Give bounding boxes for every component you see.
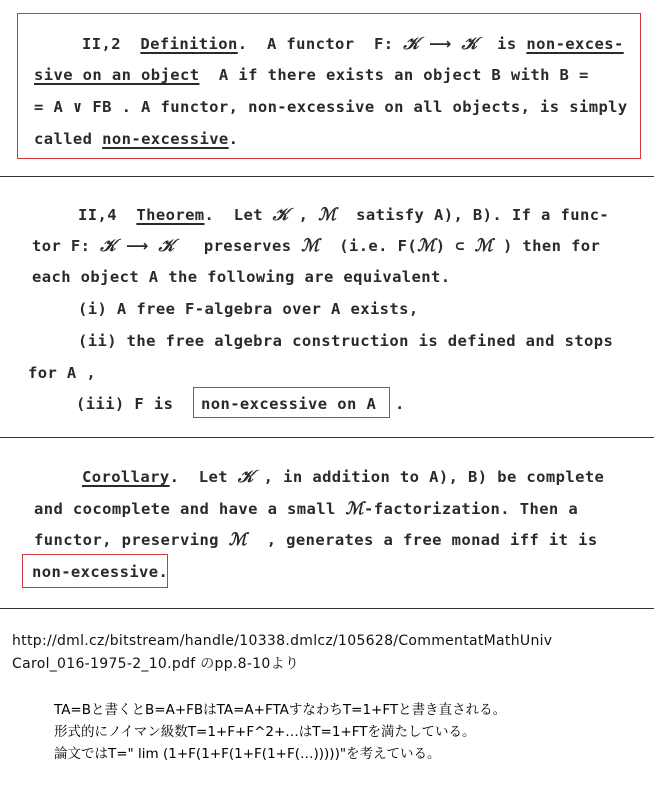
theorem-title: Theorem (136, 206, 205, 224)
category-m-symbol: ℳ (301, 236, 320, 256)
definition-term-part-2: sive on an object (34, 66, 200, 84)
category-k-symbol: 𝒦 (237, 467, 254, 487)
theorem-boxed-term: non-excessive on A (201, 395, 377, 413)
definition-line-3: = A ∨ FB . A functor, non-excessive on all objects, is simply (34, 98, 628, 116)
category-m-symbol: ℳ (474, 236, 494, 256)
category-k-symbol: 𝒦 (158, 236, 175, 256)
theorem-item-i: (i) A free F-algebra over A exists, (78, 300, 419, 318)
corollary-boxed-term: non-excessive. (32, 563, 169, 581)
category-m-symbol: ℳ (318, 205, 337, 225)
category-k-symbol: 𝒦 (272, 205, 289, 225)
definition-term-non-excessive: non-excessive (102, 130, 229, 148)
definition-line-2: sive on an object A if there exists an object B with B = (34, 66, 589, 84)
section-divider (0, 608, 654, 609)
theorem-item-ii-cont: for A , (28, 364, 97, 382)
definition-title: Definition (140, 35, 238, 53)
section-divider (0, 437, 654, 438)
theorem-item-ii: (ii) the free algebra construction is defined and stops (78, 332, 614, 350)
category-m-symbol: ℳ (228, 530, 248, 550)
theorem-line-2: tor F: 𝒦 ⟶ 𝒦 preserves ℳ (i.e. F(ℳ) ⊂ ℳ ) then for (32, 236, 601, 256)
arrow-icon: ⟶ (429, 35, 452, 53)
category-k-symbol: 𝒦 (403, 34, 420, 54)
category-k-symbol: 𝒦 (100, 236, 117, 256)
corollary-line-3: functor, preserving ℳ , generates a free monad iff it is (34, 530, 598, 550)
definition-line-4: called non-excessive. (34, 130, 239, 148)
definition-line-1: II,2 Definition. A functor F: 𝒦 ⟶ 𝒦 is non-exces- (82, 34, 624, 54)
source-url-line-2: Carol_016-1975-2_10.pdf のpp.8-10より (12, 656, 300, 672)
category-m-symbol: ℳ (417, 236, 436, 256)
theorem-line-3: each object A the following are equivalent. (32, 268, 451, 286)
corollary-line-2: and cocomplete and have a small ℳ-factorization. Then a (34, 499, 579, 519)
note-line-3: 論文ではT=" lim (1+F(1+F(1+F(1+F(…)))))"を考えている。 (54, 746, 441, 762)
corollary-title: Corollary (82, 468, 170, 486)
definition-term-part-1: non-exces- (526, 35, 624, 53)
source-url-line-1: http://dml.cz/bitstream/handle/10338.dmlcz/105628/CommentatMathUniv (12, 633, 553, 649)
theorem-item-iii-dot: . (395, 395, 405, 413)
category-k-symbol: 𝒦 (461, 34, 478, 54)
theorem-line-1: II,4 Theorem. Let 𝒦 , ℳ satisfy A), B). If a func- (78, 205, 610, 225)
note-line-1: TA=Bと書くとB=A+FBはTA=A+FTAすなわちT=1+FTと書き直される。 (54, 702, 507, 718)
note-line-2: 形式的にノイマン級数T=1+F+F^2+…はT=1+FTを満たしている。 (54, 724, 476, 740)
arrow-icon: ⟶ (126, 237, 149, 255)
section-divider (0, 176, 654, 177)
corollary-line-1: Corollary. Let 𝒦 , in addition to A), B) be complete (82, 467, 605, 487)
theorem-item-iii: (iii) F is (76, 395, 174, 413)
category-m-symbol: ℳ (345, 499, 365, 519)
